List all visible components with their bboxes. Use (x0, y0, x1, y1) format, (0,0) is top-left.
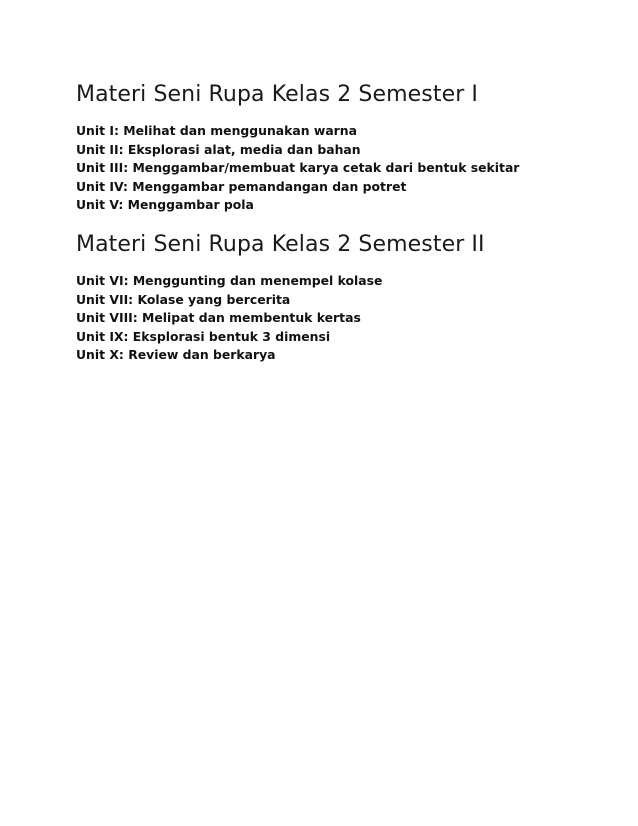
semester-2-unit-list (76, 272, 596, 365)
unit-item: Unit V: Menggambar pola (76, 197, 254, 212)
unit-item: Unit II: Eksplorasi alat, media dan bahan (76, 141, 361, 157)
unit-item: Unit IV: Menggambar pemandangan dan potret (76, 178, 407, 194)
unit-item: Unit X: Review dan berkarya (76, 347, 276, 362)
unit-item: Unit VII: Kolase yang bercerita (76, 291, 291, 307)
semester-2-heading: Materi Seni Rupa Kelas 2 Semester II (76, 232, 485, 257)
unit-item: Unit VI: Menggunting dan menempel kolase (76, 273, 383, 288)
semester-1-unit-list (76, 122, 596, 215)
unit-item: Unit III: Menggambar/membuat karya cetak dari bentuk sekitar (76, 160, 520, 175)
semester-1-section (76, 80, 596, 215)
unit-item: Unit IX: Eksplorasi bentuk 3 dimensi (76, 328, 331, 344)
unit-item: Unit I: Melihat dan menggunakan warna (76, 123, 357, 138)
semester-2-section (76, 230, 596, 365)
semester-1-heading: Materi Seni Rupa Kelas 2 Semester I (76, 82, 479, 107)
unit-item: Unit VIII: Melipat dan membentuk kertas (76, 310, 361, 325)
